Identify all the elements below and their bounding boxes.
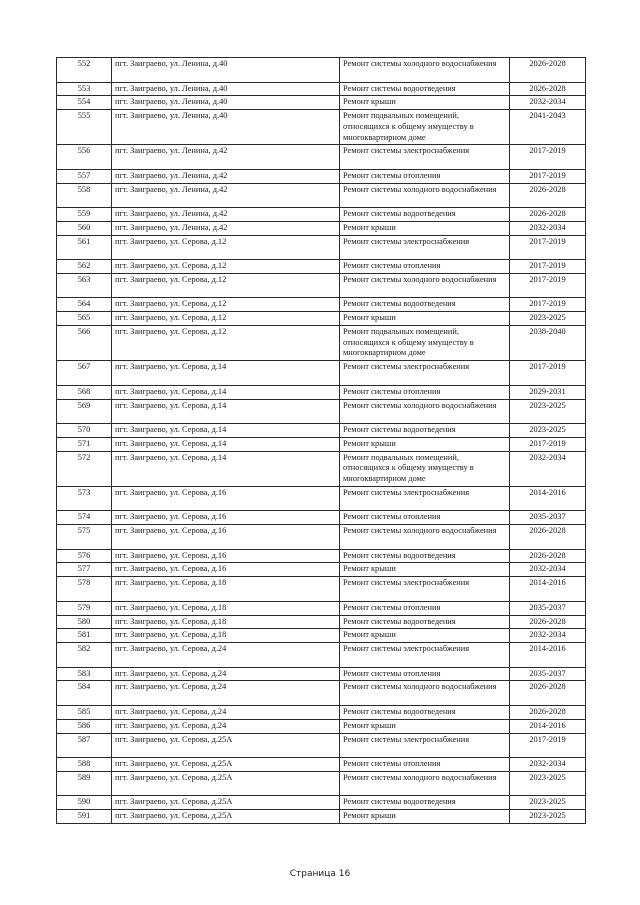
address-cell: пгт. Заиграево, ул. Ленина, д.42 [112, 169, 340, 183]
address-cell: пгт. Заиграево, ул. Ленина, д.42 [112, 221, 340, 235]
work-type-cell: Ремонт системы холодного водоснабжения [340, 399, 510, 424]
years-cell: 2017-2019 [510, 733, 586, 758]
table-row [57, 221, 586, 235]
row-number-cell: 568 [57, 385, 112, 399]
work-type-cell: Ремонт системы электроснабжения [340, 486, 510, 511]
table-row [57, 719, 586, 733]
address-cell: пгт. Заиграево, ул. Серова, д.25А [112, 771, 340, 796]
years-cell: 2017-2019 [510, 235, 586, 260]
work-type-cell: Ремонт системы холодного водоснабжения [340, 183, 510, 208]
table-row [57, 208, 586, 222]
address-cell: пгт. Заиграево, ул. Серова, д.16 [112, 563, 340, 577]
table-row [57, 810, 586, 824]
page-number: Страница 16 [289, 869, 351, 879]
years-cell: 2026-2028 [510, 183, 586, 208]
table-row [57, 629, 586, 643]
work-type-cell: Ремонт системы холодного водоснабжения [340, 58, 510, 83]
table-row [57, 486, 586, 511]
work-type-cell: Ремонт подвальных помещений, относящихся к общему имуществу в многоквартирном доме [340, 326, 510, 361]
address-cell: пгт. Заиграево, ул. Серова, д.18 [112, 629, 340, 643]
address-cell: пгт. Заиграево, ул. Серова, д.16 [112, 486, 340, 511]
years-cell: 2026-2028 [510, 82, 586, 96]
years-cell: 2032-2034 [510, 451, 586, 486]
work-type-cell: Ремонт крыши [340, 221, 510, 235]
row-number-cell: 578 [57, 577, 112, 602]
row-number-cell: 588 [57, 758, 112, 772]
address-cell: пгт. Заиграево, ул. Ленина, д.40 [112, 58, 340, 83]
work-type-cell: Ремонт системы водоотведения [340, 796, 510, 810]
years-cell: 2035-2037 [510, 667, 586, 681]
row-number-cell: 559 [57, 208, 112, 222]
years-cell: 2038-2040 [510, 326, 586, 361]
row-number-cell: 552 [57, 58, 112, 83]
address-cell: пгт. Заиграево, ул. Серова, д.12 [112, 235, 340, 260]
address-cell: пгт. Заиграево, ул. Серова, д.24 [112, 719, 340, 733]
years-cell: 2023-2025 [510, 424, 586, 438]
row-number-cell: 582 [57, 643, 112, 668]
work-type-cell: Ремонт системы водоотведения [340, 424, 510, 438]
row-number-cell: 573 [57, 486, 112, 511]
years-cell: 2029-2031 [510, 385, 586, 399]
work-type-cell: Ремонт системы отопления [340, 758, 510, 772]
address-cell: пгт. Заиграево, ул. Серова, д.25А [112, 810, 340, 824]
years-cell: 2032-2034 [510, 629, 586, 643]
years-cell: 2014-2016 [510, 577, 586, 602]
table-body [57, 58, 586, 824]
years-cell: 2023-2025 [510, 399, 586, 424]
work-type-cell: Ремонт крыши [340, 563, 510, 577]
work-type-cell: Ремонт системы водоотведения [340, 549, 510, 563]
table-row [57, 511, 586, 525]
work-type-cell: Ремонт системы водоотведения [340, 82, 510, 96]
years-cell: 2023-2025 [510, 312, 586, 326]
row-number-cell: 567 [57, 361, 112, 386]
table-row [57, 183, 586, 208]
work-type-cell: Ремонт крыши [340, 629, 510, 643]
work-type-cell: Ремонт системы отопления [340, 260, 510, 274]
years-cell: 2017-2019 [510, 298, 586, 312]
work-type-cell: Ремонт системы электроснабжения [340, 361, 510, 386]
row-number-cell: 586 [57, 719, 112, 733]
row-number-cell: 584 [57, 681, 112, 706]
years-cell: 2026-2028 [510, 208, 586, 222]
address-cell: пгт. Заиграево, ул. Серова, д.25А [112, 758, 340, 772]
address-cell: пгт. Заиграево, ул. Серова, д.14 [112, 424, 340, 438]
work-type-cell: Ремонт системы отопления [340, 601, 510, 615]
years-cell: 2017-2019 [510, 260, 586, 274]
table-row [57, 82, 586, 96]
address-cell: пгт. Заиграево, ул. Ленина, д.40 [112, 82, 340, 96]
years-cell: 2032-2034 [510, 758, 586, 772]
address-cell: пгт. Заиграево, ул. Ленина, д.40 [112, 96, 340, 110]
years-cell: 2041-2043 [510, 110, 586, 145]
work-type-cell: Ремонт системы электроснабжения [340, 577, 510, 602]
years-cell: 2026-2028 [510, 615, 586, 629]
work-type-cell: Ремонт системы водоотведения [340, 298, 510, 312]
years-cell: 2014-2016 [510, 719, 586, 733]
years-cell: 2023-2025 [510, 771, 586, 796]
table-row [57, 145, 586, 170]
row-number-cell: 557 [57, 169, 112, 183]
row-number-cell: 570 [57, 424, 112, 438]
work-type-cell: Ремонт системы отопления [340, 169, 510, 183]
table-row [57, 549, 586, 563]
years-cell: 2032-2034 [510, 96, 586, 110]
table-row [57, 298, 586, 312]
address-cell: пгт. Заиграево, ул. Серова, д.14 [112, 399, 340, 424]
years-cell: 2026-2028 [510, 525, 586, 550]
table-row [57, 733, 586, 758]
row-number-cell: 569 [57, 399, 112, 424]
years-cell: 2017-2019 [510, 145, 586, 170]
row-number-cell: 566 [57, 326, 112, 361]
table-row [57, 796, 586, 810]
row-number-cell: 576 [57, 549, 112, 563]
years-cell: 2017-2019 [510, 273, 586, 298]
work-type-cell: Ремонт подвальных помещений, относящихся к общему имуществу в многоквартирном доме [340, 110, 510, 145]
address-cell: пгт. Заиграево, ул. Серова, д.16 [112, 549, 340, 563]
row-number-cell: 581 [57, 629, 112, 643]
table-row [57, 758, 586, 772]
work-type-cell: Ремонт крыши [340, 719, 510, 733]
row-number-cell: 553 [57, 82, 112, 96]
row-number-cell: 590 [57, 796, 112, 810]
work-type-cell: Ремонт системы отопления [340, 511, 510, 525]
row-number-cell: 585 [57, 705, 112, 719]
address-cell: пгт. Заиграево, ул. Серова, д.16 [112, 525, 340, 550]
row-number-cell: 577 [57, 563, 112, 577]
table-row [57, 260, 586, 274]
address-cell: пгт. Заиграево, ул. Серова, д.14 [112, 361, 340, 386]
row-number-cell: 563 [57, 273, 112, 298]
table-row [57, 525, 586, 550]
table-row [57, 326, 586, 361]
years-cell: 2026-2028 [510, 705, 586, 719]
row-number-cell: 579 [57, 601, 112, 615]
table-row [57, 361, 586, 386]
address-cell: пгт. Заиграево, ул. Серова, д.12 [112, 260, 340, 274]
work-type-cell: Ремонт системы отопления [340, 667, 510, 681]
table-row [57, 385, 586, 399]
work-type-cell: Ремонт системы отопления [340, 385, 510, 399]
years-cell: 2032-2034 [510, 221, 586, 235]
work-type-cell: Ремонт системы холодного водоснабжения [340, 525, 510, 550]
row-number-cell: 583 [57, 667, 112, 681]
row-number-cell: 580 [57, 615, 112, 629]
address-cell: пгт. Заиграево, ул. Серова, д.14 [112, 451, 340, 486]
years-cell: 2026-2028 [510, 549, 586, 563]
address-cell: пгт. Заиграево, ул. Серова, д.25А [112, 796, 340, 810]
row-number-cell: 554 [57, 96, 112, 110]
work-type-cell: Ремонт системы электроснабжения [340, 235, 510, 260]
row-number-cell: 565 [57, 312, 112, 326]
address-cell: пгт. Заиграево, ул. Ленина, д.42 [112, 208, 340, 222]
table-row [57, 273, 586, 298]
row-number-cell: 555 [57, 110, 112, 145]
address-cell: пгт. Заиграево, ул. Серова, д.24 [112, 667, 340, 681]
years-cell: 2014-2016 [510, 643, 586, 668]
address-cell: пгт. Заиграево, ул. Ленина, д.40 [112, 110, 340, 145]
work-type-cell: Ремонт крыши [340, 437, 510, 451]
years-cell: 2026-2028 [510, 58, 586, 83]
row-number-cell: 561 [57, 235, 112, 260]
work-type-cell: Ремонт системы холодного водоснабжения [340, 681, 510, 706]
address-cell: пгт. Заиграево, ул. Серова, д.24 [112, 681, 340, 706]
table-row [57, 399, 586, 424]
table-row [57, 667, 586, 681]
table-row [57, 169, 586, 183]
address-cell: пгт. Заиграево, ул. Серова, д.18 [112, 615, 340, 629]
row-number-cell: 587 [57, 733, 112, 758]
address-cell: пгт. Заиграево, ул. Серова, д.12 [112, 326, 340, 361]
row-number-cell: 564 [57, 298, 112, 312]
row-number-cell: 571 [57, 437, 112, 451]
work-type-cell: Ремонт системы водоотведения [340, 705, 510, 719]
work-type-cell: Ремонт системы водоотведения [340, 615, 510, 629]
work-type-cell: Ремонт системы электроснабжения [340, 145, 510, 170]
table-row [57, 771, 586, 796]
work-type-cell: Ремонт системы электроснабжения [340, 643, 510, 668]
years-cell: 2023-2025 [510, 796, 586, 810]
row-number-cell: 574 [57, 511, 112, 525]
row-number-cell: 575 [57, 525, 112, 550]
years-cell: 2035-2037 [510, 601, 586, 615]
table-row [57, 601, 586, 615]
address-cell: пгт. Заиграево, ул. Ленина, д.42 [112, 183, 340, 208]
work-type-cell: Ремонт системы водоотведения [340, 208, 510, 222]
address-cell: пгт. Заиграево, ул. Серова, д.12 [112, 298, 340, 312]
address-cell: пгт. Заиграево, ул. Серова, д.18 [112, 601, 340, 615]
table-row [57, 705, 586, 719]
row-number-cell: 560 [57, 221, 112, 235]
years-cell: 2023-2025 [510, 810, 586, 824]
row-number-cell: 558 [57, 183, 112, 208]
table-row [57, 451, 586, 486]
work-type-cell: Ремонт крыши [340, 810, 510, 824]
work-type-cell: Ремонт системы холодного водоснабжения [340, 273, 510, 298]
row-number-cell: 556 [57, 145, 112, 170]
table-row [57, 424, 586, 438]
table-row [57, 643, 586, 668]
table-row [57, 96, 586, 110]
row-number-cell: 589 [57, 771, 112, 796]
row-number-cell: 591 [57, 810, 112, 824]
work-type-cell: Ремонт подвальных помещений, относящихся к общему имуществу в многоквартирном доме [340, 451, 510, 486]
address-cell: пгт. Заиграево, ул. Серова, д.24 [112, 643, 340, 668]
years-cell: 2026-2028 [510, 681, 586, 706]
address-cell: пгт. Заиграево, ул. Серова, д.12 [112, 312, 340, 326]
years-cell: 2017-2019 [510, 361, 586, 386]
table-row [57, 58, 586, 83]
address-cell: пгт. Заиграево, ул. Серова, д.24 [112, 705, 340, 719]
table-row [57, 563, 586, 577]
address-cell: пгт. Заиграево, ул. Серова, д.25А [112, 733, 340, 758]
address-cell: пгт. Заиграево, ул. Серова, д.18 [112, 577, 340, 602]
address-cell: пгт. Заиграево, ул. Серова, д.14 [112, 385, 340, 399]
work-type-cell: Ремонт системы холодного водоснабжения [340, 771, 510, 796]
table-row [57, 110, 586, 145]
table-row [57, 312, 586, 326]
address-cell: пгт. Заиграево, ул. Серова, д.12 [112, 273, 340, 298]
years-cell: 2017-2019 [510, 437, 586, 451]
table-row [57, 235, 586, 260]
address-cell: пгт. Заиграево, ул. Ленина, д.42 [112, 145, 340, 170]
repair-schedule-table [56, 57, 586, 824]
table-row [57, 615, 586, 629]
work-type-cell: Ремонт крыши [340, 312, 510, 326]
row-number-cell: 562 [57, 260, 112, 274]
years-cell: 2035-2037 [510, 511, 586, 525]
years-cell: 2017-2019 [510, 169, 586, 183]
table-row [57, 577, 586, 602]
table-row [57, 437, 586, 451]
work-type-cell: Ремонт системы электроснабжения [340, 733, 510, 758]
address-cell: пгт. Заиграево, ул. Серова, д.14 [112, 437, 340, 451]
years-cell: 2032-2034 [510, 563, 586, 577]
work-type-cell: Ремонт крыши [340, 96, 510, 110]
address-cell: пгт. Заиграево, ул. Серова, д.16 [112, 511, 340, 525]
years-cell: 2014-2016 [510, 486, 586, 511]
row-number-cell: 572 [57, 451, 112, 486]
table-row [57, 681, 586, 706]
